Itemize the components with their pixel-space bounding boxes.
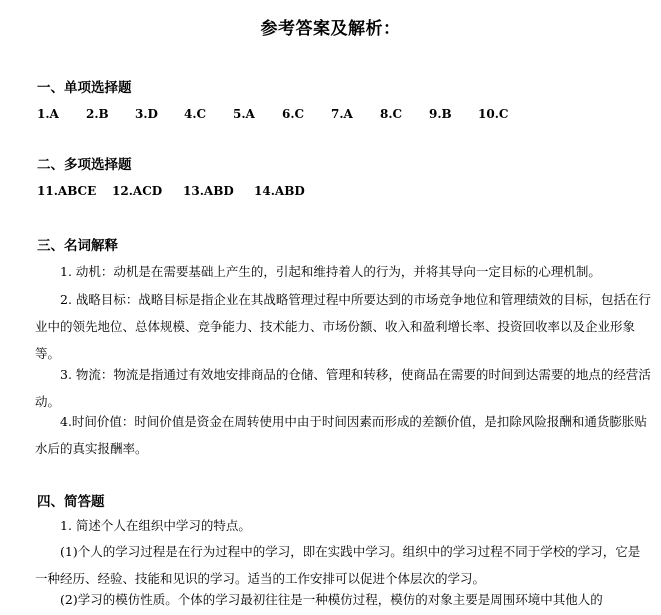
section-heading-terms: 三、名词解释 <box>37 238 118 254</box>
answer-item: 1.A <box>37 107 59 121</box>
page-title: 参考答案及解析： <box>260 19 401 39</box>
answer-item: 5.A <box>233 107 255 121</box>
answer-item: 7.A <box>331 107 353 121</box>
answer-item: 4.C <box>184 107 207 121</box>
answer-item: 9.B <box>429 107 452 121</box>
term-item-time-value: 4.时间价值：时间价值是资金在周转使用中由于时间因素而形成的差额价值，是扣除风险报酬和通货膨胀贴水后的真实报酬率。 <box>35 414 647 456</box>
short-answer-point-1: (1)个人的学习过程是在行为过程中的学习，即在实践中学习。组织中的学习过程不同于学校的学习，它是一种经历、经验、技能和见识的学习。适当的工作安排可以促进个体层次的学习。 <box>35 544 641 586</box>
term-item-logistics: 3. 物流：物流是指通过有效地安排商品的仓储、管理和转移，使商品在需要的时间到达需要的地点的经营活动。 <box>35 367 651 409</box>
answer-item: 6.C <box>282 107 305 121</box>
answer-item: 2.B <box>86 107 109 121</box>
section-heading-short-answer: 四、简答题 <box>37 494 105 510</box>
term-item-strategic-goal: 2. 战略目标：战略目标是指企业在其战略管理过程中所要达到的市场竞争地位和管理绩效的目标，包括在行业中的领先地位、总体规模、竞争能力、技术能力、市场份额、收入和盈利增长率、投资回收率以及企业形象等。 <box>35 292 651 361</box>
answer-item: 14.ABD <box>254 184 305 198</box>
section-heading-multi-choice: 二、多项选择题 <box>37 157 132 173</box>
term-item-motivation: 1. 动机：动机是在需要基础上产生的，引起和维持着人的行为，并将其导向一定目标的心理机制。 <box>60 264 601 279</box>
section-heading-single-choice: 一、单项选择题 <box>37 80 132 96</box>
answer-item: 10.C <box>478 107 509 121</box>
answer-item: 11.ABCE <box>37 184 97 198</box>
answer-item: 12.ACD <box>112 184 163 198</box>
short-answer-question: 1. 简述个人在组织中学习的特点。 <box>60 518 251 533</box>
answer-item: 3.D <box>135 107 158 121</box>
answer-item: 13.ABD <box>183 184 234 198</box>
answer-item: 8.C <box>380 107 403 121</box>
short-answer-point-2: (2)学习的模仿性质。个体的学习最初往往是一种模仿过程，模仿的对象主要是周围环境中其他人的 <box>60 592 603 607</box>
